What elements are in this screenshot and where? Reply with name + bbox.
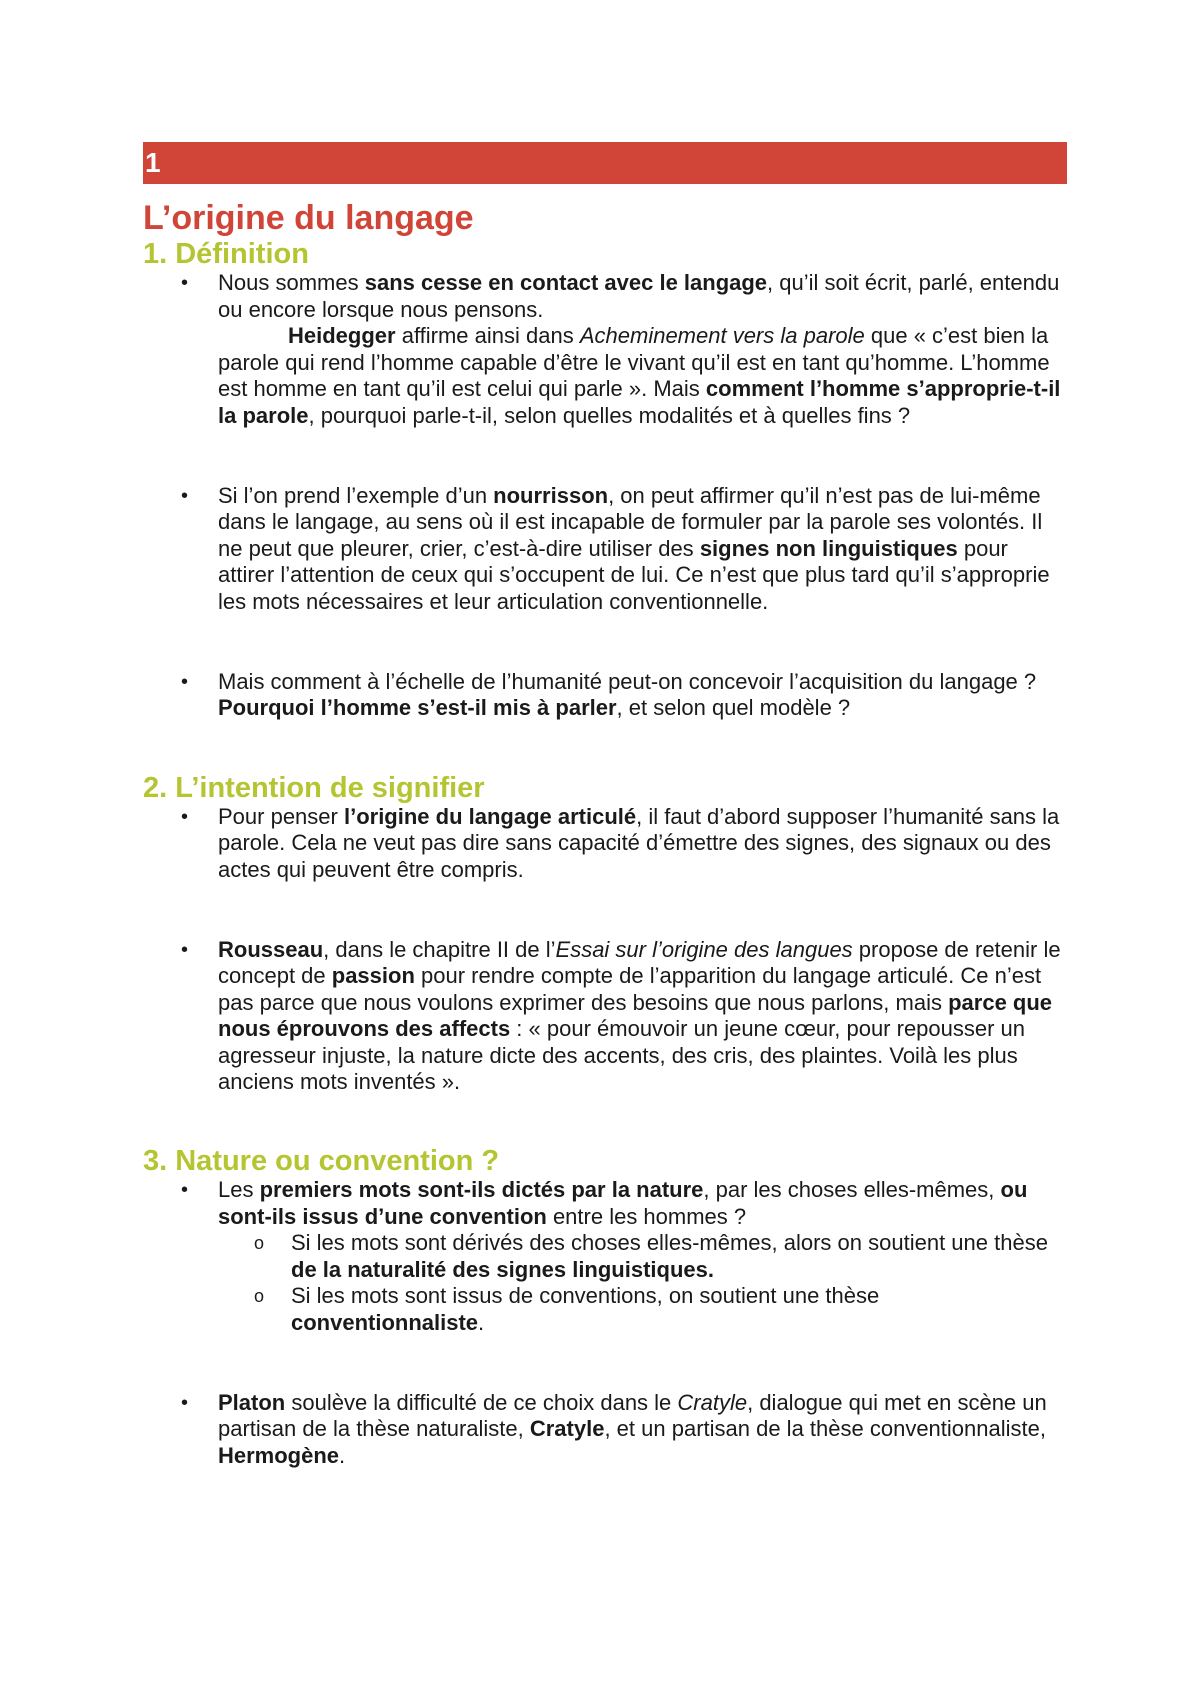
sub-list-item: o Si les mots sont dérivés des choses elles-mêmes, alors on soutient une thèse de la naturalité des signes linguistiques. [218,1230,1067,1283]
list-item: • Platon soulève la difficulté de ce choix dans le Cratyle, dialogue qui met en scène un partisan de la thèse naturaliste, Cratyle, et un partisan de la thèse conventionnaliste, Hermogène. [143,1390,1067,1470]
list-item: • Si l’on prend l’exemple d’un nourrisson, on peut affirmer qu’il n’est pas de lui-même dans le langage, au sens où il est incapable de formuler par la parole ses volontés. Il ne peut que pleurer, crier, c’est-à-dire utiliser des signes non linguistiques pour attirer l’attention de ceux qui s’occupent de lui. Ce n’est que plus tard qu’il s’approprie les mots nécessaires et leur articulation conventionnelle. [143,483,1067,616]
bullet-list-nature-convention [143,1177,1067,1469]
page-title: L’origine du langage [143,199,474,237]
list-item: • Nous sommes sans cesse en contact avec le langage, qu’il soit écrit, parlé, entendu ou encore lorsque nous pensons. Heidegger affirme ainsi dans Acheminement vers la parole que « c’est bien la parole qui rend l’homme capable d’être le vivant qu’il est en tant qu’homme. L’homme est homme en tant qu’il est celui qui parle ». Mais comment l’homme s’approprie-t-il la parole, pourquoi parle-t-il, selon quelles modalités et à quelles fins ? [143,270,1067,430]
chapter-bar [143,142,1067,184]
sub-list [218,1230,1067,1336]
section-heading-intention: 2. L’intention de signifier [143,771,485,804]
bullet-list-intention [143,804,1067,1096]
list-item: • Pour penser l’origine du langage articulé, il faut d’abord supposer l’humanité sans la parole. Cela ne veut pas dire sans capacité d’émettre des signes, des signaux ou des actes qui peuvent être compris. [143,804,1067,884]
list-item: • Mais comment à l’échelle de l’humanité peut-on concevoir l’acquisition du langage ? Pourquoi l’homme s’est-il mis à parler, et selon quel modèle ? [143,669,1067,722]
document-content [143,142,1067,1469]
section-heading-definition: 1. Définition [143,238,309,270]
section-heading-nature-convention: 3. Nature ou convention ? [143,1145,500,1178]
bullet-list-definition [143,270,1067,722]
list-item: • Rousseau, dans le chapitre II de l’Essai sur l’origine des langues propose de retenir le concept de passion pour rendre compte de l’apparition du langage articulé. Ce n’est pas parce que nous voulons exprimer des besoins que nous parlons, mais parce que nous éprouvons des affects : « pour émouvoir un jeune cœur, pour repousser un agresseur injuste, la nature dicte des accents, des cris, des plaintes. Voilà les plus anciens mots inventés ». [143,937,1067,1097]
chapter-number: 1 [145,147,161,178]
list-item: • Les premiers mots sont-ils dictés par la nature, par les choses elles-mêmes, ou sont-ils issus d’une convention entre les hommes ? o Si les mots sont dérivés des choses elles-mêmes, alors on soutient une thèse de la naturalité des signes linguistiques. o Si les mots sont issus de conventions, on soutient une thèse conventionnaliste. [143,1177,1067,1337]
sub-list-item: o Si les mots sont issus de conventions, on soutient une thèse conventionnaliste. [218,1283,1067,1336]
